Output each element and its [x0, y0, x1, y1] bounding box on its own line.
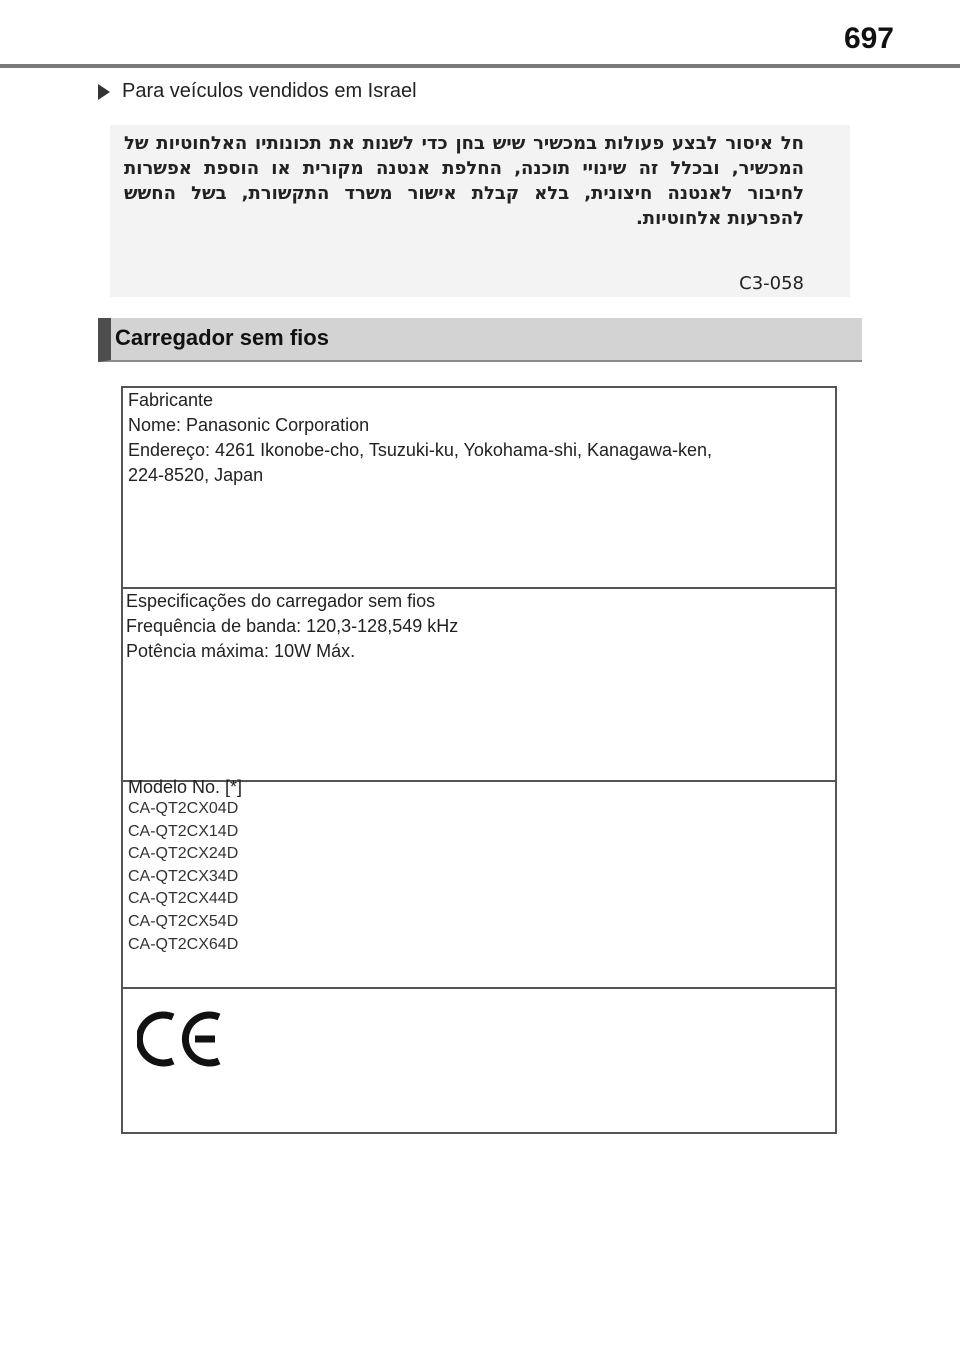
specs-heading: Especificações do carregador sem fios [126, 591, 436, 611]
model-number: CA-QT2CX24D [128, 845, 239, 863]
hebrew-notice-code: C3-058 [739, 273, 804, 294]
manufacturer-cell [123, 388, 835, 589]
section-header [98, 318, 862, 362]
top-rule [0, 64, 960, 68]
model-number: CA-QT2CX34D [128, 867, 239, 885]
hebrew-notice-box [110, 125, 850, 297]
model-number: CA-QT2CX04D [128, 800, 239, 817]
model-number: CA-QT2CX44D [128, 890, 239, 908]
model-number: CA-QT2CX54D [128, 912, 239, 930]
spec-table [121, 386, 837, 1134]
triangle-bullet-icon [98, 84, 110, 100]
hebrew-notice-text: חל איסור לבצע פעולות במכשיר שיש בחן כדי לשנות את תכונותיו האלחוטיות של המכשיר, ובכלל זה שינויי תוכנה, החלפת אנטנה מקורית או הוספת אפשרות לחיבור לאנטנה חיצונית, בלא קבלת אישור משרד התקשורת, בשל החשש להפרעות אלחוטיות. [124, 133, 804, 229]
specs-cell [123, 589, 835, 782]
model-number: CA-QT2CX14D [128, 822, 239, 840]
model-cell [123, 777, 835, 989]
specs-power: Potência máxima: 10W Máx. [126, 641, 356, 661]
model-heading: Modelo No. [*] [128, 777, 243, 797]
israel-label-text: Para veículos vendidos em Israel [122, 80, 417, 102]
specs-band: Frequência de banda: 120,3-128,549 kHz [126, 616, 459, 636]
manufacturer-address-line1: Endereço: 4261 Ikonobe-cho, Tsuzuki-ku, Yokohama-shi, Kanagawa-ken, [128, 440, 713, 460]
section-title: Carregador sem fios [115, 325, 329, 350]
certification-cell [123, 989, 835, 1132]
manufacturer-name: Nome: Panasonic Corporation [128, 415, 370, 435]
manufacturer-heading: Fabricante [128, 390, 214, 410]
manufacturer-address-line2: 224-8520, Japan [128, 465, 264, 485]
ce-mark-icon [137, 1007, 223, 1071]
page-number: 697 [843, 22, 894, 55]
model-number: CA-QT2CX64D [128, 935, 239, 953]
israel-label [98, 80, 417, 103]
